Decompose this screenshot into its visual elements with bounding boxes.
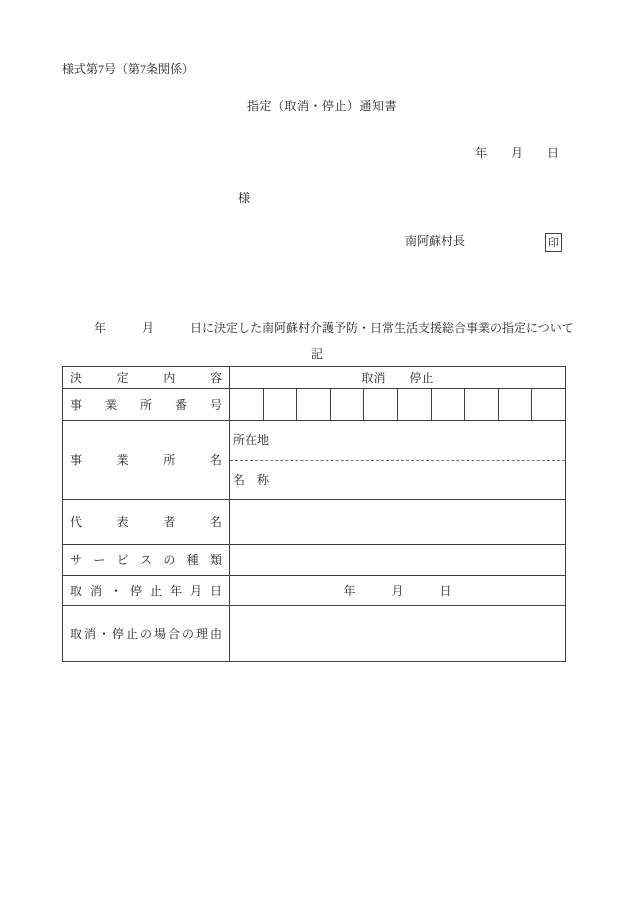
business-number-digit-cell <box>498 389 532 420</box>
decision-content-value: 取消 停止 <box>361 370 434 385</box>
addressee-honorific: 様 <box>238 191 251 205</box>
business-title-sublabel: 名 称 <box>233 472 270 487</box>
row-representative-name-label-cell <box>63 500 230 544</box>
row-cancellation-date-label: 取消・停止年月日 <box>70 583 222 598</box>
business-address-sublabel: 所在地 <box>230 421 565 461</box>
row-decision-content <box>63 367 565 388</box>
notice-table <box>62 366 566 662</box>
issue-date-line: 年 月 日 <box>475 146 560 160</box>
representative-name-value <box>230 500 565 544</box>
row-service-type <box>63 544 565 575</box>
row-representative-name-label: 代表者名 <box>70 515 222 529</box>
cancellation-reason-value <box>230 606 565 661</box>
row-service-type-label-cell <box>63 545 230 575</box>
business-number-digit-cell <box>431 389 465 420</box>
business-number-digit-cell <box>230 389 263 420</box>
row-cancellation-reason <box>63 605 565 661</box>
body-line-1: 年 月 日に決定した南阿蘇村介護予防・日常生活支援総合事業の指定について <box>94 321 574 335</box>
row-business-number-label: 事業所番号 <box>70 397 222 412</box>
row-decision-content-label: 決定内容 <box>70 370 222 385</box>
row-business-name-label-cell <box>63 421 230 499</box>
business-number-digit-cell <box>363 389 397 420</box>
document-title: 指定（取消・停止）通知書 <box>246 99 397 113</box>
row-service-type-label: サービスの種類 <box>70 553 222 567</box>
row-cancellation-reason-label-cell <box>63 606 230 661</box>
row-decision-content-label-cell <box>63 367 230 388</box>
business-number-digit-cell <box>330 389 364 420</box>
cancellation-date-value: 年 月 日 <box>343 583 452 598</box>
form-number: 様式第7号（第7条関係） <box>62 62 195 76</box>
seal-box: 印 <box>545 233 562 252</box>
business-number-digit-cell <box>397 389 431 420</box>
record-marker: 記 <box>310 347 323 361</box>
row-cancellation-date-label-cell <box>63 576 230 605</box>
issuer-name: 南阿蘇村長 <box>405 234 466 248</box>
row-cancellation-date <box>63 575 565 605</box>
business-number-digit-cell <box>263 389 297 420</box>
business-name-value-cell <box>230 421 565 499</box>
business-number-digit-cell <box>464 389 498 420</box>
row-business-name-label: 事業所名 <box>70 453 222 467</box>
row-business-number <box>63 388 565 420</box>
row-business-name <box>63 420 565 499</box>
business-number-cells <box>230 389 565 420</box>
row-cancellation-reason-label: 取消・停止の場合の理由 <box>70 626 222 641</box>
business-number-digit-cell <box>531 389 565 420</box>
row-business-number-label-cell <box>63 389 230 420</box>
row-representative-name <box>63 499 565 544</box>
service-type-value <box>230 545 565 575</box>
business-number-digit-cell <box>296 389 330 420</box>
